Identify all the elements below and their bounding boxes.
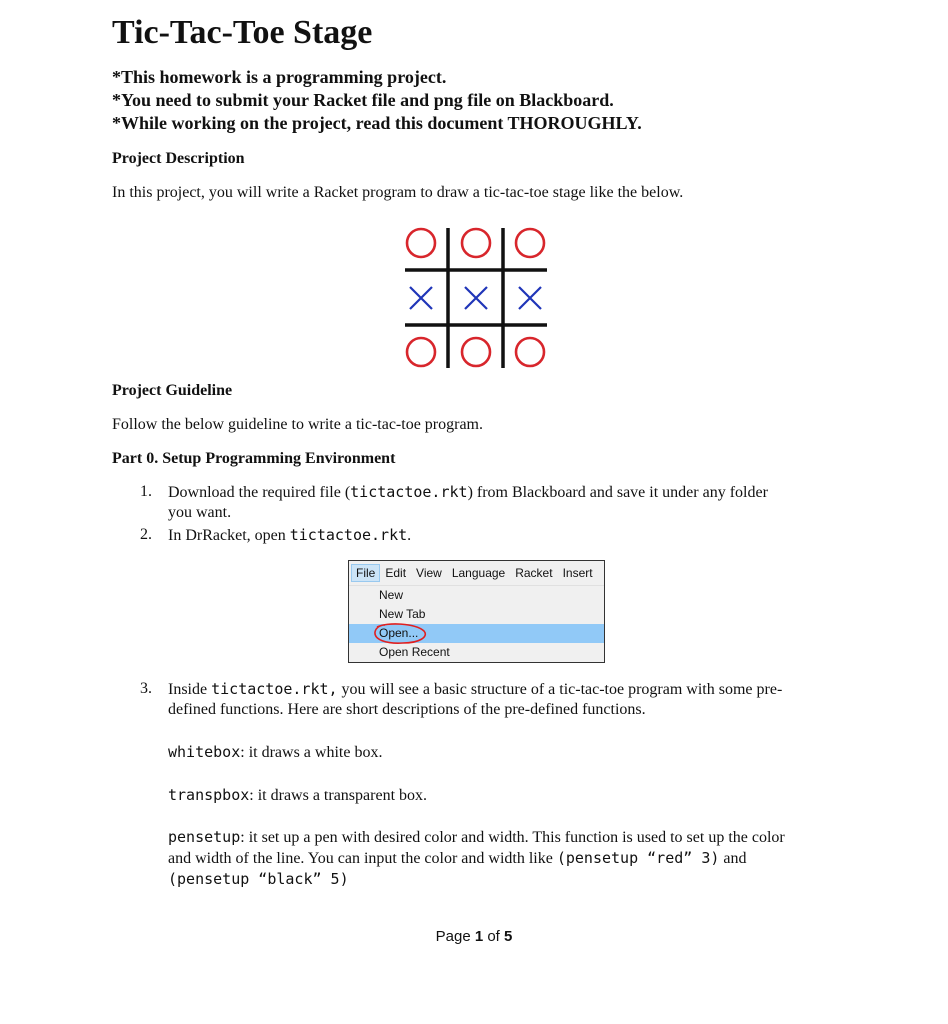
section-heading-guideline: Project Guideline [112,382,233,399]
tictactoe-board [400,224,556,372]
o-mark [516,229,544,257]
menu-item-open-label: Open... [379,626,419,640]
function-desc: : it set up a pen with desired color and width. This function is used to set up the color [240,829,785,846]
x-mark [410,287,432,309]
guideline-text: Follow the below guideline to write a tic-tac-toe program. [112,416,483,433]
step-text: Inside [168,681,212,698]
red-circle-annotation [371,621,429,647]
function-pensetup [168,827,868,890]
function-desc: and width of the line. You can input the color and width like [168,850,557,867]
step-text: you will see a basic structure of a tic-tac-toe program with some pre- [337,681,783,698]
filename-code: tictactoe.rkt, [211,680,338,698]
function-name: whitebox [168,743,241,761]
step-text: defined functions. Here are short descriptions of the pre-defined functions. [168,701,646,718]
function-desc: : it draws a white box. [240,744,383,761]
menu-bar [349,561,604,586]
list-number: 1. [140,483,152,500]
step-text: In DrRacket, open [168,527,290,544]
list-number: 2. [140,526,152,543]
step-1 [168,482,848,523]
example-code: (pensetup “red” 3) [556,849,720,867]
filename-code: tictactoe.rkt [289,526,408,544]
step-2 [168,525,411,546]
function-whitebox [168,742,382,763]
x-mark [465,287,487,309]
x-mark [519,287,541,309]
menu-item-open-recent[interactable]: Open Recent [379,645,450,659]
file-menu-screenshot [348,560,605,663]
step-text: ) from Blackboard and save it under any folder [467,484,768,501]
note-line: *You need to submit your Racket file and png file on Blackboard. [112,90,614,110]
section-heading-part0: Part 0. Setup Programming Environment [112,450,396,467]
step-text: Download the required file ( [168,484,351,501]
menu-language[interactable]: Language [451,566,506,580]
menu-view[interactable]: View [416,566,442,580]
function-desc: : it draws a transparent box. [249,787,428,804]
page-title: Tic-Tac-Toe Stage [112,14,373,51]
page-total: 5 [504,928,513,945]
menu-item-new-tab[interactable]: New Tab [379,607,426,621]
filename-code: tictactoe.rkt [350,483,468,501]
page-footer [0,928,948,945]
function-name: pensetup [168,828,241,846]
example-code: (pensetup “black” 5) [168,870,349,888]
menu-racket[interactable]: Racket [515,566,553,580]
step-text: . [407,527,412,544]
notes [112,66,912,135]
step-text: you want. [168,504,232,521]
step-3 [168,679,848,720]
list-number: 3. [140,680,152,697]
menu-insert[interactable]: Insert [562,566,593,580]
o-mark [407,338,435,366]
note-line: *While working on the project, read this document THOROUGHLY. [112,113,642,133]
o-mark [516,338,544,366]
function-name: transpbox [168,786,250,804]
footer-text: Page [435,928,475,945]
description-text: In this project, you will write a Racket program to draw a tic-tac-toe stage like the below. [112,184,684,201]
menu-file[interactable]: File [351,564,380,582]
footer-text: of [483,928,505,945]
function-desc: and [719,850,747,867]
note-line: *This homework is a programming project. [112,67,447,87]
menu-item-new[interactable]: New [379,588,404,602]
o-mark [462,338,490,366]
page-current: 1 [474,928,484,945]
menu-item-open[interactable] [349,624,604,643]
function-transpbox [168,785,427,806]
o-mark [462,229,490,257]
section-heading-description: Project Description [112,150,245,167]
o-mark [407,229,435,257]
menu-edit[interactable]: Edit [385,566,407,580]
